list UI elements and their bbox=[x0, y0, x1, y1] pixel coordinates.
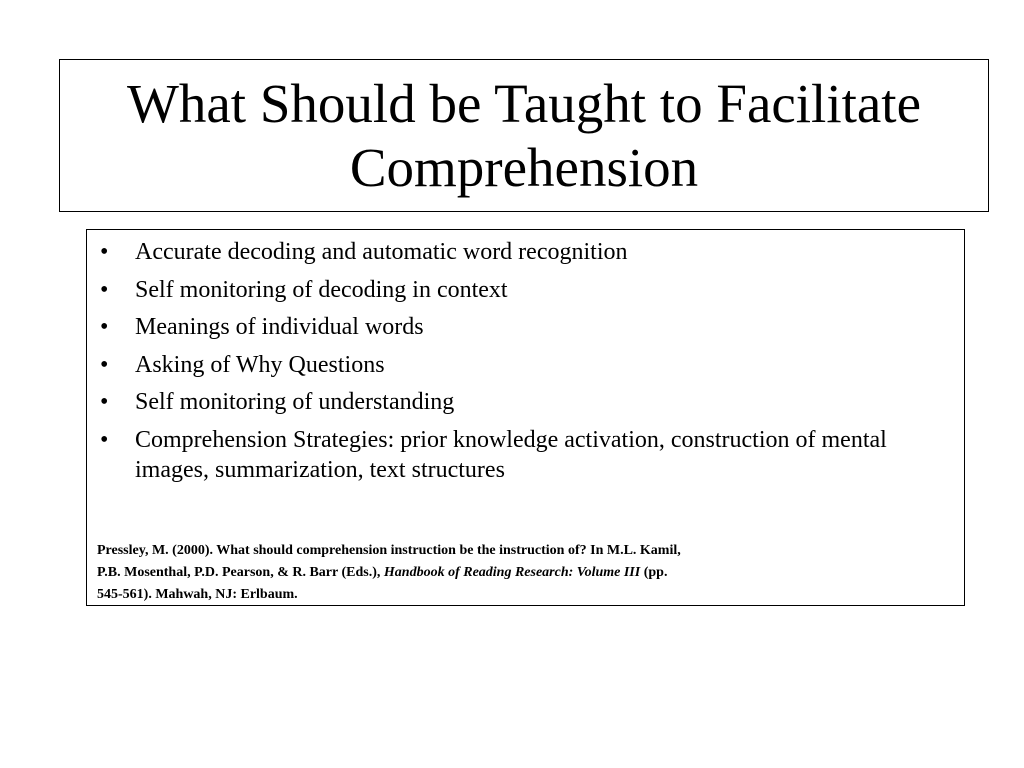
slide-content-box bbox=[86, 229, 965, 606]
bullet-text: Asking of Why Questions bbox=[135, 351, 385, 378]
bullet-item-why-questions bbox=[97, 350, 957, 380]
bullet-text: Comprehension Strategies: prior knowledge activation, construction of mental images, summarization, text structures bbox=[135, 426, 887, 483]
bullet-dot-icon: • bbox=[100, 314, 109, 340]
citation-book-title: Handbook of Reading Research: Volume III bbox=[383, 565, 641, 580]
bullet-item-word-meanings bbox=[97, 312, 957, 342]
bullet-item-comprehension-strategies bbox=[97, 425, 957, 485]
slide-title-box bbox=[59, 59, 989, 212]
bullet-item-decoding bbox=[97, 237, 957, 267]
bullet-dot-icon: • bbox=[100, 239, 109, 265]
bullet-text: Accurate decoding and automatic word recognition bbox=[135, 239, 628, 265]
bullet-item-self-monitoring-decoding bbox=[97, 275, 957, 305]
bullet-dot-icon: • bbox=[100, 389, 109, 415]
bullet-text: Self monitoring of decoding in context bbox=[135, 276, 508, 303]
bullet-item-self-monitoring-understanding bbox=[97, 387, 957, 417]
citation-line-2-end: (pp. bbox=[640, 565, 668, 580]
citation-line-1: Pressley, M. (2000). What should comprehension instruction be the instruction of? In M.L. Kamil, bbox=[97, 543, 681, 558]
citation-line-3: 545-561). Mahwah, NJ: Erlbaum. bbox=[97, 587, 298, 602]
bullet-dot-icon: • bbox=[100, 276, 109, 303]
bullet-dot-icon: • bbox=[100, 351, 109, 378]
slide-title-line-1: What Should be Taught to Facilitate bbox=[126, 72, 921, 134]
citation-line-2-start: P.B. Mosenthal, P.D. Pearson, & R. Barr (Eds.), bbox=[97, 565, 384, 580]
citation-reference bbox=[97, 540, 957, 606]
citation-line-2 bbox=[97, 562, 957, 584]
bullet-text: Meanings of individual words bbox=[135, 314, 424, 340]
slide-title-line-2: Comprehension bbox=[349, 136, 699, 198]
bullet-dot-icon: • bbox=[100, 426, 109, 453]
bullet-list bbox=[97, 237, 957, 492]
bullet-text: Self monitoring of understanding bbox=[135, 389, 455, 415]
